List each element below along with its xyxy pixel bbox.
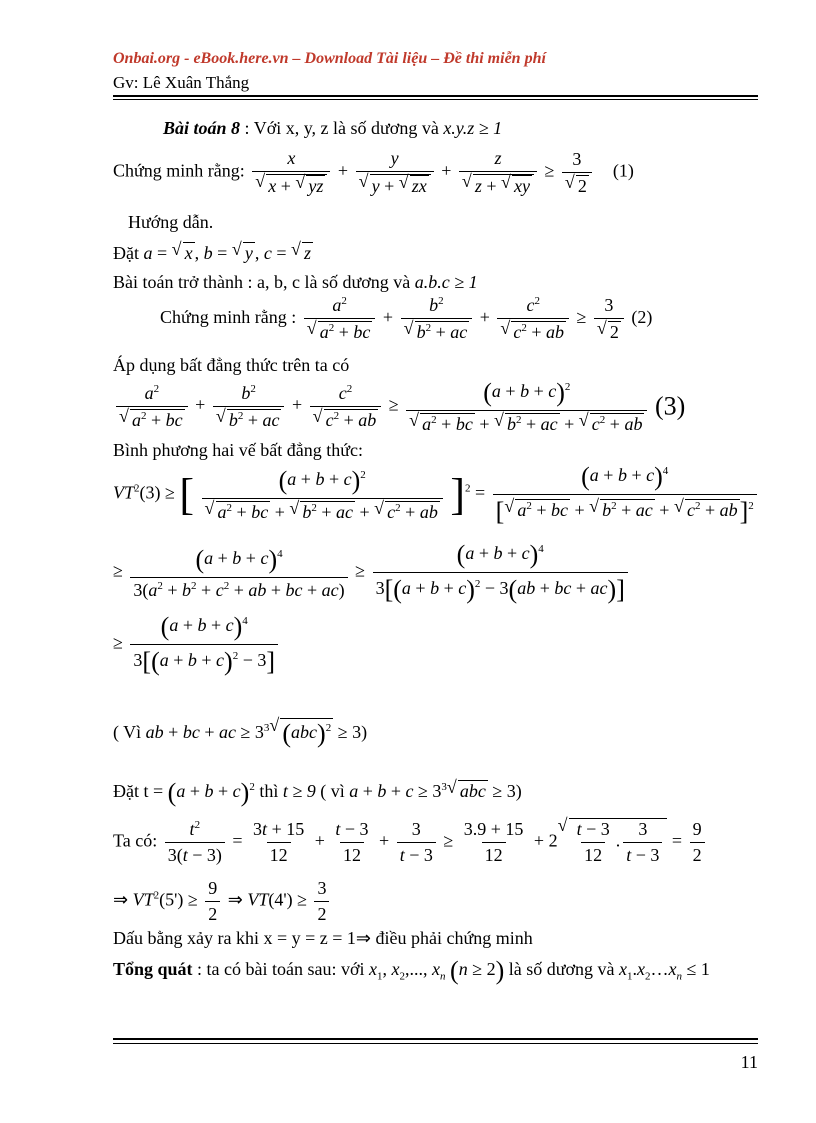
set-t-line: Đặt $t = (a + b + c)^2$ thì t ≥ 9 ( vì $a + b + c \ge 3^3√$ abc ≥ 3) <box>113 778 522 808</box>
equation-5: ≥ $\frac{(a + b + c)^4}{3(a^2 + b^2 + c^2 + ab + bc + ac)}$ ≥ $\frac{(a + b + c)^4}{3[(a + b + c)^2 - 3(ab + bc + ac)]}$ <box>113 540 631 605</box>
header-source-line: Onbai.org - eBook.here.vn – Download Tài liệu – Đề thi miễn phí <box>113 50 546 67</box>
eq1-tag: (1) <box>612 160 634 181</box>
problem-statement <box>163 118 502 139</box>
header-author-line: Gv: Lê Xuân Thắng <box>113 73 250 92</box>
equation-1: Chứng minh rằng: x √ x + √ yz + y √ y + √ zx + z √ z + √ xy ≥ 3 √ 2 (1) <box>113 148 634 197</box>
equation-6: ≥ $\frac{(a + b + c)^4}{3[(a + b + c)^2 - 3]}$ <box>113 612 281 677</box>
header-rule <box>113 95 758 97</box>
equality-line: Dấu bằng xảy ra khi x = y = z = 1⇒ điều phải chứng minh <box>113 928 533 948</box>
square-line: Bình phương hai vế bất đẳng thức: <box>113 440 363 460</box>
equation-7: Ta có: $\frac{t^2}{3(t - 3)}$ = $\frac{3t + 15}{12}$ + $\frac{t - 3}{12}$ + $\frac{3}{t - 3}$ ≥ $\frac{3.9 + 15}{12}$ + 2 √ $\frac{t - 3}{12}$ . $\frac{3}{t - 3}$ = $\frac{9}{2}$ <box>113 818 708 866</box>
footer-rule <box>113 1038 758 1040</box>
footer-rule-thin <box>113 1043 758 1044</box>
transformed-line: Bài toán trở thành : a, b, c là số dương và a.b.c ≥ 1 <box>113 272 478 292</box>
apply-line: Áp dụng bất đẳng thức trên ta có <box>113 355 350 375</box>
equation-2: Chứng minh rằng : $a^2$ √ $a^2$ + bc + $b^2$ √ $b^2$ + ac + $c^2$ √ $c^2$ + ab ≥ 3 √ 2 (2) <box>160 295 652 343</box>
substitution-line: Đặt a = √ x , b = √ y , c = √ z <box>113 242 313 264</box>
equation-4: $VT^2(3)$ ≥ [ $(a + b + c)^2$ √ $a^2$ + bc + √ $b^2$ + ac + √ $c^2$ + ab ]$^2$ = $\frac{(a + b + c)^4}{[√ a^2 + bc + √ b^2 + ac + √ c^2 + ab]^2}$ <box>113 462 760 527</box>
equation-3: $a^2$ √ $a^2$ + bc + $b^2$ √ $b^2$ + ac + $c^2$ √ $c^2$ + ab ≥ $(a + b + c)^2$ √ $a^2$ + bc + √ $b^2$ + ac + √ $c^2$ + ab (3) <box>113 378 685 435</box>
problem-title: Bài toán 8 <box>163 118 241 138</box>
page-number: 11 <box>740 1052 758 1072</box>
guide-heading: Hướng dẫn. <box>128 212 214 232</box>
prove-label: Chứng minh rằng: <box>113 160 245 181</box>
general-line: Tổng quát : ta có bài toán sau: với $x_1$, $x_2$,..., $x_n$ (n ≥ 2) là số dương và $x_1.x_2\dots x_n \le 1$ <box>113 956 710 985</box>
problem-condition: x.y.z ≥ 1 <box>443 118 503 138</box>
equation-8: ⇒ $VT^2(5')$ ≥ $\frac{9}{2}$ ⇒ VT(4') ≥ $\frac{3}{2}$ <box>113 878 332 925</box>
because-line: ( Vì ab + bc + ac ≥ $3^3√$ (abc)$^2$ ≥ 3) <box>113 718 367 749</box>
header-rule-thin <box>113 99 758 100</box>
problem-intro: : Với x, y, z là số dương và <box>244 118 439 138</box>
